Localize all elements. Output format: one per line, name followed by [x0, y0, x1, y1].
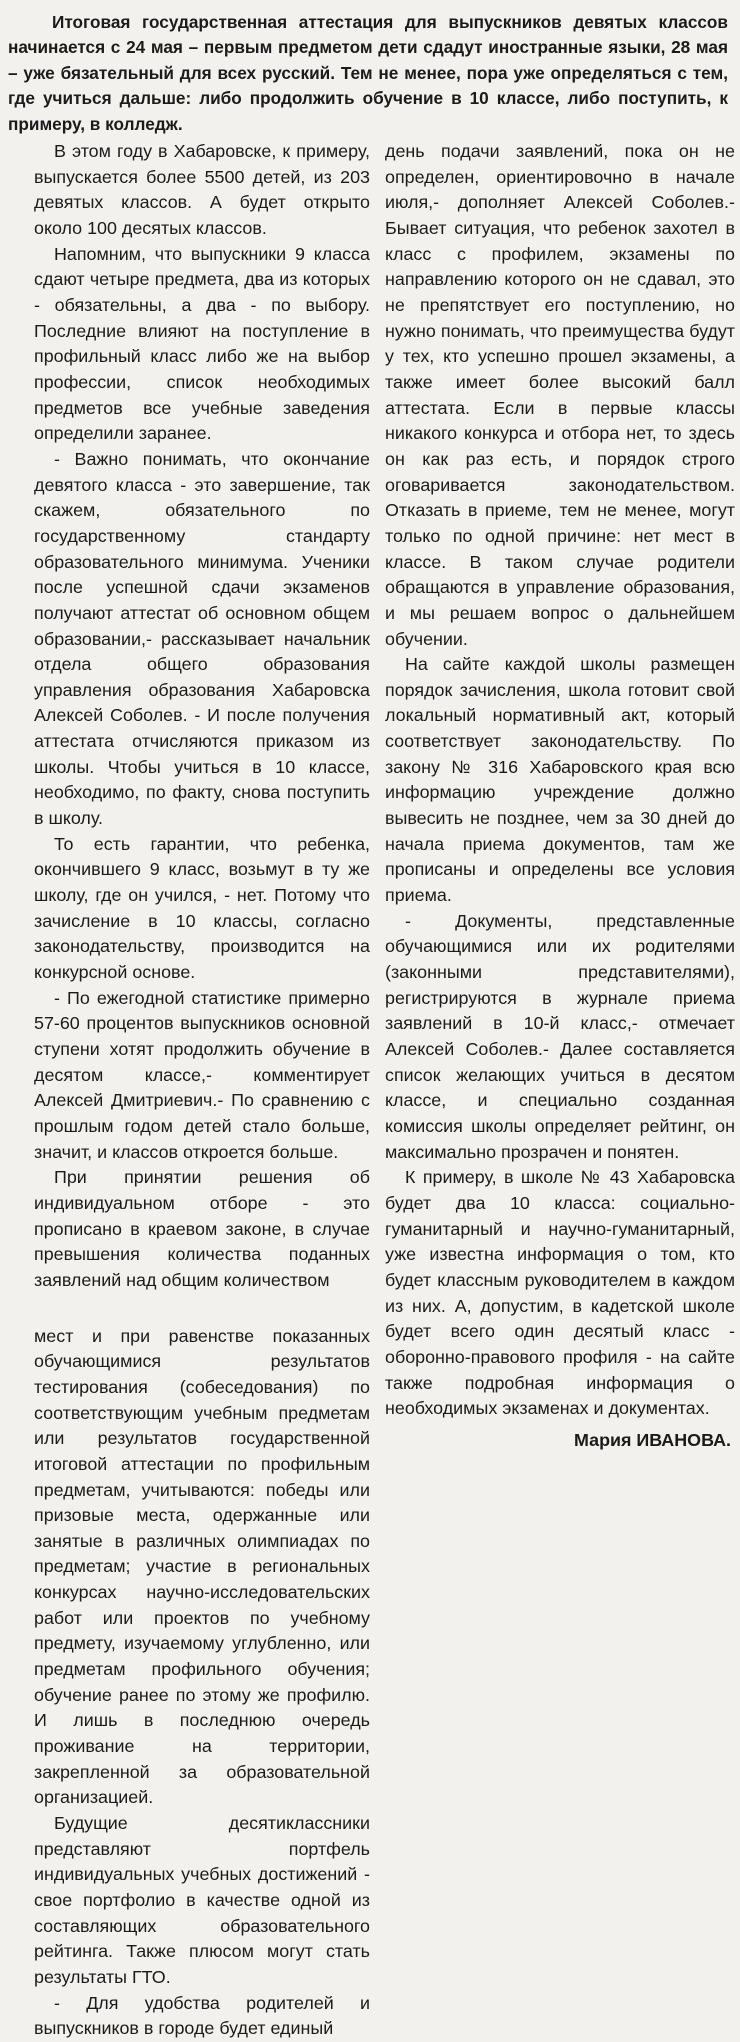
- right-column: [385, 139, 735, 1453]
- paragraph: В этом году в Хабаровске, к примеру, выпускается более 5500 детей, из 203 девятых классов. А будет открыто около 100 десятых классов.: [34, 141, 370, 238]
- paragraph: Напомним, что выпускники 9 класса сдают четыре предмета, два из которых - обязательны, а два - по выбору. Последние влияют на поступление в профильный класс либо же на выбор профессии, список необходимых предметов все учебные заведения определили заранее.: [34, 243, 370, 444]
- left-column: [34, 139, 370, 2042]
- paragraph: При принятии решения об индивидуальном отборе - это прописано в краевом законе, в случае превышения количества поданных заявлений над общим количеством: [34, 1167, 370, 1290]
- article-lead: Итоговая государственная аттестация для выпускников девятых классов начинается с 24 мая – первым предметом дети сдадут иностранные языки, 28 мая – уже бязательный для всех русский. Тем не менее, пора уже определяться с тем, где учиться дальше: либо продолжить обучение в 10 классе, либо поступить, к примеру, в колледж.: [8, 12, 728, 134]
- paragraph: день подачи заявлений, пока он не определен, ориентировочно в начале июля,- дополняет Алексей Соболев.- Бывает ситуация, что ребенок захотел в класс с профилем, экзамены по направлению которого он не сдавал, это не препятствует его поступлению, но нужно понимать, что преимущества будут у тех, кто успешно прошел экзамены, а также имеет более высокий балл аттестата. Если в первые классы никакого конкурса и отбора нет, то здесь он как раз есть, и порядок строго оговаривается законодательством. Отказать в приеме, тем не менее, могут только по одной причине: нет мест в классе. В таком случае родители обращаются в управление образования, и мы решаем вопрос о дальнейшем обучении.: [385, 141, 735, 649]
- paragraph: - Для удобства родителей и выпускников в городе будет единый: [34, 1992, 370, 2039]
- paragraph: Будущие десятиклассники представляют портфель индивидуальных учебных достижений - свое портфолио в качестве одной из составляющих образовательного рейтинга. Также плюсом могут стать результаты ГТО.: [34, 1813, 370, 1987]
- paragraph: На сайте каждой школы размещен порядок зачисления, школа готовит свой локальный нормативный акт, который соответствует законодательству. По закону № 316 Хабаровского края всю информацию учреждение должно вывесить не позднее, чем за 30 дней до начала приема документов, там же прописаны и определены все условия приема.: [385, 654, 735, 906]
- paragraph: То есть гарантии, что ребенка, окончившего 9 класс, возьмут в ту же школу, где он учился, - нет. Потому что зачисление в 10 классы, согласно законодательству, производится на конкурсной основе.: [34, 833, 370, 983]
- paragraph: - Важно понимать, что окончание девятого класса - это завершение, так скажем, обязательного по государственному стандарту образовательного минимума. Ученики после успешной сдачи экзаменов получают аттестат об основном общем образовании,- рассказывает начальник отдела общего образования управления образования Хабаровска Алексей Соболев. - И после получения аттестата отчисляются приказом из школы. Чтобы учиться в 10 классе, необходимо, по факту, снова поступить в школу.: [34, 448, 370, 829]
- paragraph: - По ежегодной статистике примерно 57-60 процентов выпускников основной ступени хотят продолжить обучение в десятом классе,- комментирует Алексей Дмитриевич.- По сравнению с прошлым годом детей стало больше, значит, и классов откроется больше.: [34, 987, 370, 1162]
- paragraph: - Документы, представленные обучающимися или их родителями (законными представителями), регистрируются в журнале приема заявлений в 10-й класс,- отмечает Алексей Соболев.- Далее составляется список желающих учиться в десятом классе, и специально созданная комиссия школы определяет рейтинг, он максимально прозрачен и понятен.: [385, 910, 735, 1162]
- author-byline: Мария ИВАНОВА.: [574, 1429, 731, 1450]
- paragraph: мест и при равенстве показанных обучающимися результатов тестирования (собеседования) по соответствующим учебным предметам или результатов государственной итоговой аттестации по профильным предметам, учитываются: победы или призовые места, одержанные или занятые в различных олимпиадах по предметам; участие в региональных конкурсах научно-исследовательских работ или проектов по учебному предмету, изучаемому углубленно, или предметам профильного обучения; обучение ранее по этому же профилю. И лишь в последнюю очередь проживание на территории, закрепленной за образовательной организацией.: [34, 1325, 370, 1808]
- paragraph: К примеру, в школе № 43 Хабаровска будет два 10 класса: социально-гуманитарный и научно-гуманитарный, уже известна информация о том, кто будет классным руководителем в каждом из них. А, допустим, в кадетской школе будет всего один десятый класс - оборонно-правового профиля - на сайте также подробная информация о необходимых экзаменах и документах.: [385, 1167, 735, 1419]
